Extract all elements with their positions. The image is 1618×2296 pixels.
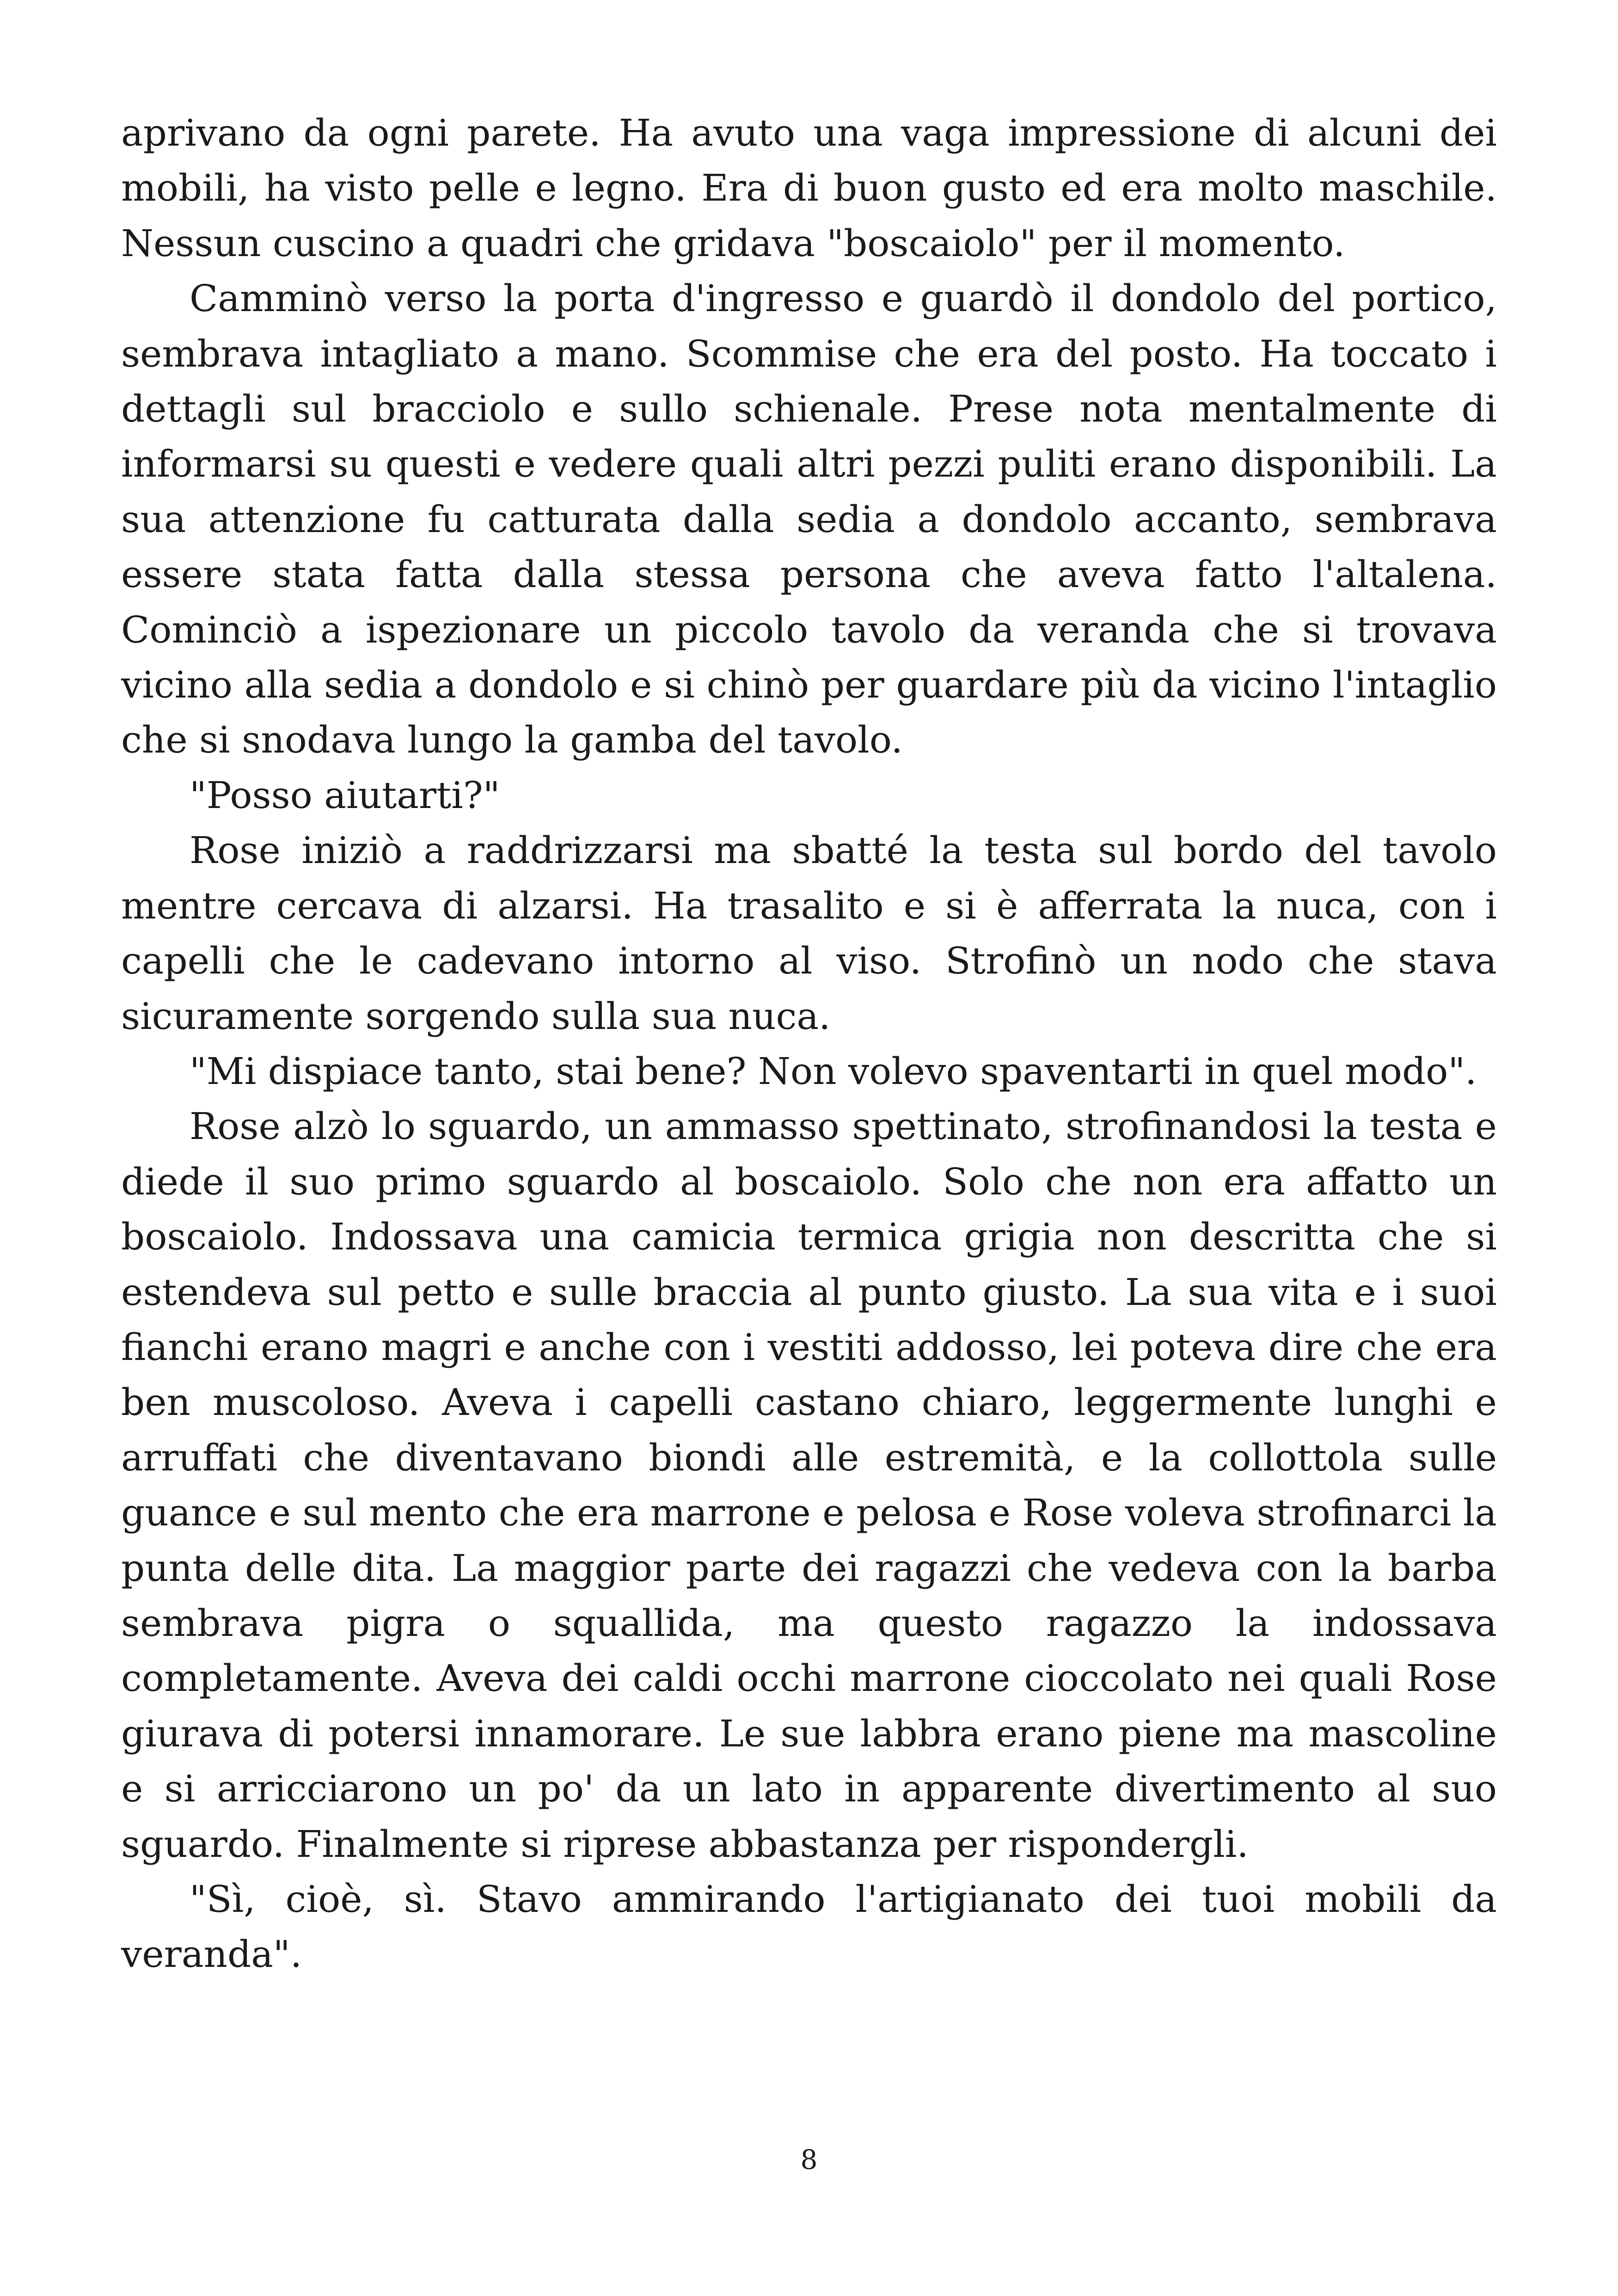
dialogue-paragraph: "Mi dispiace tanto, stai bene? Non volevo spaventarti in quel modo". [190,1049,1477,1093]
body-text [121,105,1497,1982]
dialogue-paragraph: "Sì, cioè, sì. Stavo ammirando l'artigianato dei tuoi mobili da veranda". [121,1878,1497,1976]
dialogue-paragraph: "Posso aiutarti?" [190,773,500,817]
page-number: 8 [800,2144,818,2175]
paragraph: Rose iniziò a raddrizzarsi ma sbatté la testa sul bordo del tavolo mentre cercava di alzarsi. Ha trasalito e si è afferrata la nuca, con i capelli che le cadevano intorno al viso. Strofinò un nodo che stava sicuramente sorgendo sulla sua nuca. [121,829,1497,1038]
paragraph-continuation: aprivano da ogni parete. Ha avuto una vaga impressione di alcuni dei mobili, ha visto pelle e legno. Era di buon gusto ed era molto maschile. Nessun cuscino a quadri che gridava "boscaiolo" per il momento. [121,111,1497,265]
paragraph: Rose alzò lo sguardo, un ammasso spettinato, strofinandosi la testa e diede il suo primo sguardo al boscaiolo. Solo che non era affatto un boscaiolo. Indossava una camicia termica grigia non descritta che si estendeva sul petto e sulle braccia al punto giusto. La sua vita e i suoi fianchi erano magri e anche con i vestiti addosso, lei poteva dire che era ben muscoloso. Aveva i capelli castano chiaro, leggermente lunghi e arruffati che diventavano biondi alle estremità, e la collottola sulle guance e sul mento che era marrone e pelosa e Rose voleva strofinarci la punta delle dita. La maggior parte dei ragazzi che vedeva con la barba sembrava pigra o squallida, ma questo ragazzo la indossava completamente. Aveva dei caldi occhi marrone cioccolato nei quali Rose giurava di potersi innamorare. Le sue labbra erano piene ma mascoline e si arricciarono un po' da un lato in apparente divertimento al suo sguardo. Finalmente si riprese abbastanza per rispondergli. [121,1105,1497,1866]
paragraph: Camminò verso la porta d'ingresso e guardò il dondolo del portico, sembrava intagliato a mano. Scommise che era del posto. Ha toccato i dettagli sul bracciolo e sullo schienale. Prese nota mentalmente di informarsi su questi e vedere quali altri pezzi puliti erano disponibili. La sua attenzione fu catturata dalla sedia a dondolo accanto, sembrava essere stata fatta dalla stessa persona che aveva fatto l'altalena. Cominciò a ispezionare un piccolo tavolo da veranda che si trovava vicino alla sedia a dondolo e si chinò per guardare più da vicino l'intaglio che si snodava lungo la gamba del tavolo. [121,277,1497,762]
